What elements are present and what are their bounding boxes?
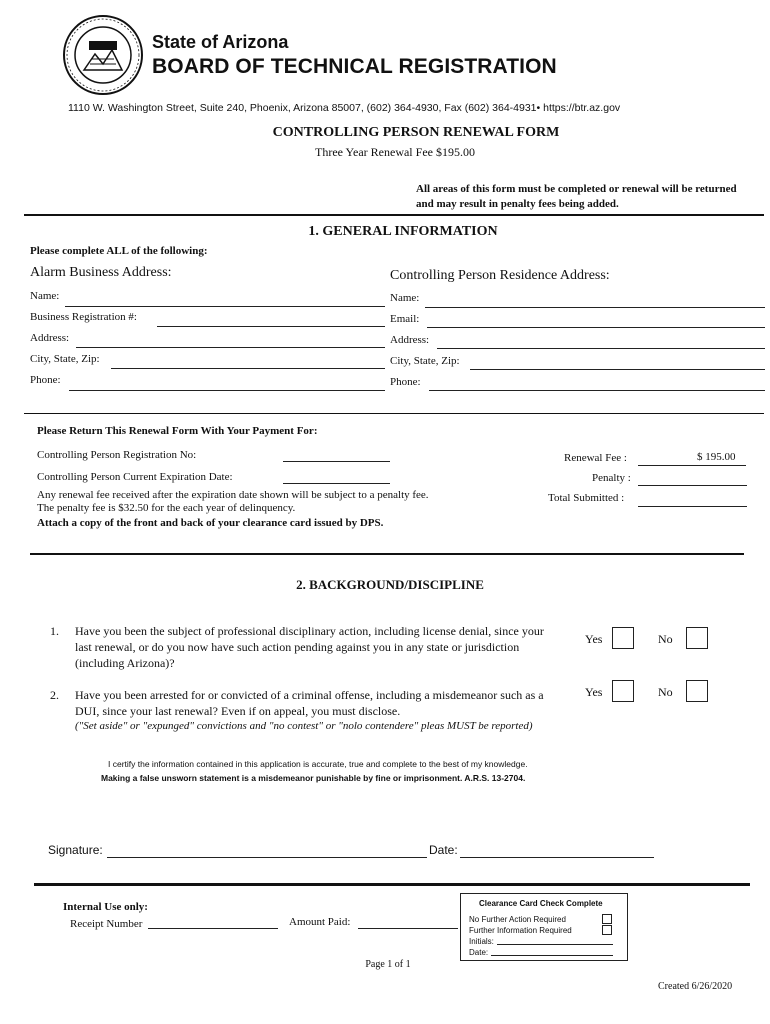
business-phone-field[interactable] [69, 376, 385, 391]
board-name: BOARD OF TECHNICAL REGISTRATION [152, 55, 557, 78]
certification-text: I certify the information contained in this application is accurate, true and complete to the best of my knowledge. [108, 759, 528, 769]
q2-yes-label: Yes [585, 685, 603, 699]
business-city-field[interactable] [111, 354, 385, 369]
business-phone-label: Phone: [30, 374, 61, 386]
clearance-title: Clearance Card Check Complete [479, 899, 603, 908]
expiration-date-field[interactable] [283, 469, 390, 484]
no-further-action-checkbox[interactable] [602, 914, 612, 924]
question2-note: ("Set aside" or "expunged" convictions and "no contest" or "nolo contendere" pleas MUST be reported) [75, 720, 533, 732]
business-city-label: City, State, Zip: [30, 353, 100, 365]
residence-name-field[interactable] [425, 293, 765, 308]
q1-yes-label: Yes [585, 632, 603, 646]
expiration-date-label: Controlling Person Current Expiration Date: [37, 471, 233, 483]
q1-no-label: No [658, 632, 673, 646]
initials-field[interactable] [497, 935, 613, 945]
q1-yes-checkbox[interactable] [612, 627, 634, 649]
created-date: Created 6/26/2020 [658, 981, 733, 992]
fee-line: Three Year Renewal Fee $195.00 [315, 145, 475, 159]
internal-use-heading: Internal Use only: [63, 901, 148, 913]
section-divider [24, 413, 764, 414]
clearance-card-check-box [460, 893, 628, 961]
penalty-label: Penalty : [592, 472, 631, 484]
q1-no-checkbox[interactable] [686, 627, 708, 649]
business-address-field[interactable] [76, 333, 385, 348]
residence-phone-label: Phone: [390, 376, 421, 388]
business-address-label: Address: [30, 332, 70, 344]
residence-city-field[interactable] [470, 355, 765, 370]
question1-number: 1. [50, 624, 59, 638]
false-statement-warning: Making a false unsworn statement is a misdemeanor punishable by fine or imprisonment. A.R.S. 13-2704. [101, 773, 526, 783]
signature-field[interactable] [107, 843, 427, 858]
clearance-date-field[interactable] [491, 946, 613, 956]
form-title: CONTROLLING PERSON RENEWAL FORM [272, 125, 560, 140]
residence-name-label: Name: [390, 292, 420, 304]
date-field[interactable] [460, 843, 654, 858]
total-submitted-label: Total Submitted : [548, 492, 625, 504]
further-info-checkbox[interactable] [602, 925, 612, 935]
attach-clearance-note: Attach a copy of the front and back of your clearance card issued by DPS. [37, 517, 384, 529]
further-info-label: Further Information Required [469, 926, 572, 935]
question2-text: Have you been arrested for or convicted of a criminal offense, including a misdemeanor such as a DUI, since your last renewal? Even if on appeal, you must disclose. [75, 688, 544, 718]
residence-email-label: Email: [390, 313, 420, 325]
alarm-business-heading: Alarm Business Address: [30, 265, 172, 280]
late-fee-note: Any renewal fee received after the expiration date shown will be subject to a penalty fee. The penalty fee is $32.50 for the each year of delinquency. [37, 489, 429, 514]
amount-paid-field[interactable] [358, 914, 458, 929]
residence-address-field[interactable] [437, 334, 765, 349]
amount-paid-label: Amount Paid: [289, 916, 351, 928]
no-further-action-label: No Further Action Required [469, 915, 566, 924]
clearance-date-label: Date: [469, 948, 489, 957]
business-name-label: Name: [30, 290, 60, 302]
signature-label: Signature: [48, 843, 103, 857]
section-divider [34, 883, 750, 886]
date-label: Date: [429, 843, 458, 857]
renewal-fee-label: Renewal Fee : [564, 452, 627, 464]
state-seal [62, 14, 144, 96]
business-name-field[interactable] [65, 292, 385, 307]
contact-address-line: 1110 W. Washington Street, Suite 240, Phoenix, Arizona 85007, (602) 364-4930, Fax (602) 364-4931• https://btr.az.gov [68, 102, 621, 114]
completion-notice: All areas of this form must be completed or renewal will be returned and may result in penalty fees being added. [416, 183, 737, 210]
question2-number: 2. [50, 688, 59, 702]
receipt-number-label: Receipt Number [70, 918, 143, 930]
state-name: State of Arizona [152, 32, 289, 52]
page-number: Page 1 of 1 [365, 959, 411, 970]
section2-title: 2. BACKGROUND/DISCIPLINE [296, 577, 484, 592]
section-divider [24, 214, 764, 216]
q2-yes-checkbox[interactable] [612, 680, 634, 702]
residence-city-label: City, State, Zip: [390, 355, 460, 367]
renewal-fee-value: $ 195.00 [697, 451, 736, 463]
registration-no-label: Controlling Person Registration No: [37, 449, 197, 461]
receipt-number-field[interactable] [148, 914, 278, 929]
q2-no-checkbox[interactable] [686, 680, 708, 702]
section-divider [30, 553, 744, 555]
business-registration-field[interactable] [157, 312, 385, 327]
residence-heading: Controlling Person Residence Address: [390, 268, 610, 283]
question1-text: Have you been the subject of professional disciplinary action, including license denial, since your last renewal, or do you now have such action pending against you in any state or jurisdiction (including Arizona)? [75, 624, 544, 670]
residence-phone-field[interactable] [429, 376, 765, 391]
section1-instruction: Please complete ALL of the following: [30, 245, 208, 257]
registration-no-field[interactable] [283, 447, 390, 462]
penalty-field[interactable] [638, 471, 747, 486]
section1-title: 1. GENERAL INFORMATION [308, 224, 498, 239]
business-registration-label: Business Registration #: [30, 311, 137, 323]
initials-label: Initials: [469, 937, 494, 946]
residence-address-label: Address: [390, 334, 430, 346]
residence-email-field[interactable] [427, 313, 765, 328]
payment-heading: Please Return This Renewal Form With Your Payment For: [37, 425, 318, 437]
total-submitted-field[interactable] [638, 492, 747, 507]
q2-no-label: No [658, 685, 673, 699]
